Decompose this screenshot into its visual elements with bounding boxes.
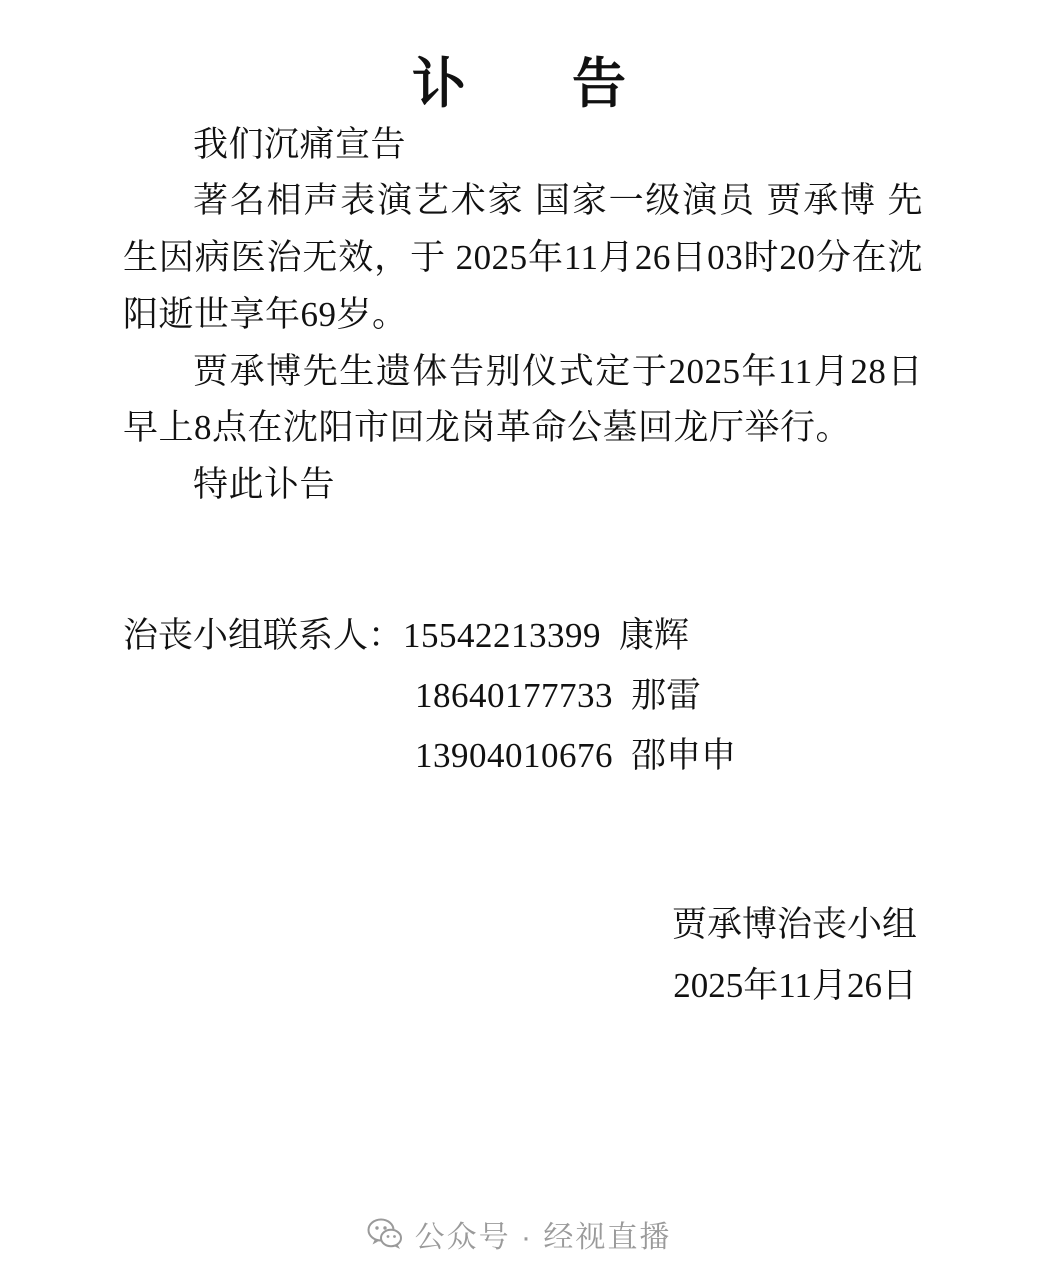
paragraph-ceremony: 贾承博先生遗体告别仪式定于2025年11月28日早上8点在沈阳市回龙岗革命公墓回龙厅举行。 <box>123 351 923 448</box>
document-body <box>115 117 923 514</box>
signature-block <box>109 894 929 1017</box>
signature-organization: 贾承博治丧小组 <box>671 905 917 945</box>
contact-list <box>115 606 923 787</box>
page-title: 讣 告 <box>412 54 652 114</box>
contact-row <box>123 666 923 726</box>
contact-name: 那雷 <box>631 675 702 715</box>
contact-row <box>123 726 923 786</box>
watermark <box>0 1212 1038 1256</box>
contact-phone: 15542213399 <box>403 615 602 655</box>
paragraph-announcement: 我们沉痛宣告 <box>193 124 407 164</box>
contact-name: 邵申申 <box>631 735 737 775</box>
wechat-icon <box>367 1216 403 1252</box>
contact-row <box>123 606 923 666</box>
paragraph-death-notice: 著名相声表演艺术家 国家一级演员 贾承博 先生因病医治无效，于 2025年11月26日03时20分在沈阳逝世享年69岁。 <box>123 181 923 334</box>
contact-phone: 18640177733 <box>415 675 613 715</box>
paragraph-closing: 特此讣告 <box>193 464 336 504</box>
contact-name: 康辉 <box>619 615 690 655</box>
signature-date: 2025年11月26日 <box>673 966 917 1006</box>
watermark-text: 公众号 · 经视直播 <box>414 1221 672 1254</box>
contact-phone: 13904010676 <box>415 735 613 775</box>
contact-list-label: 治丧小组联系人： <box>123 615 404 655</box>
